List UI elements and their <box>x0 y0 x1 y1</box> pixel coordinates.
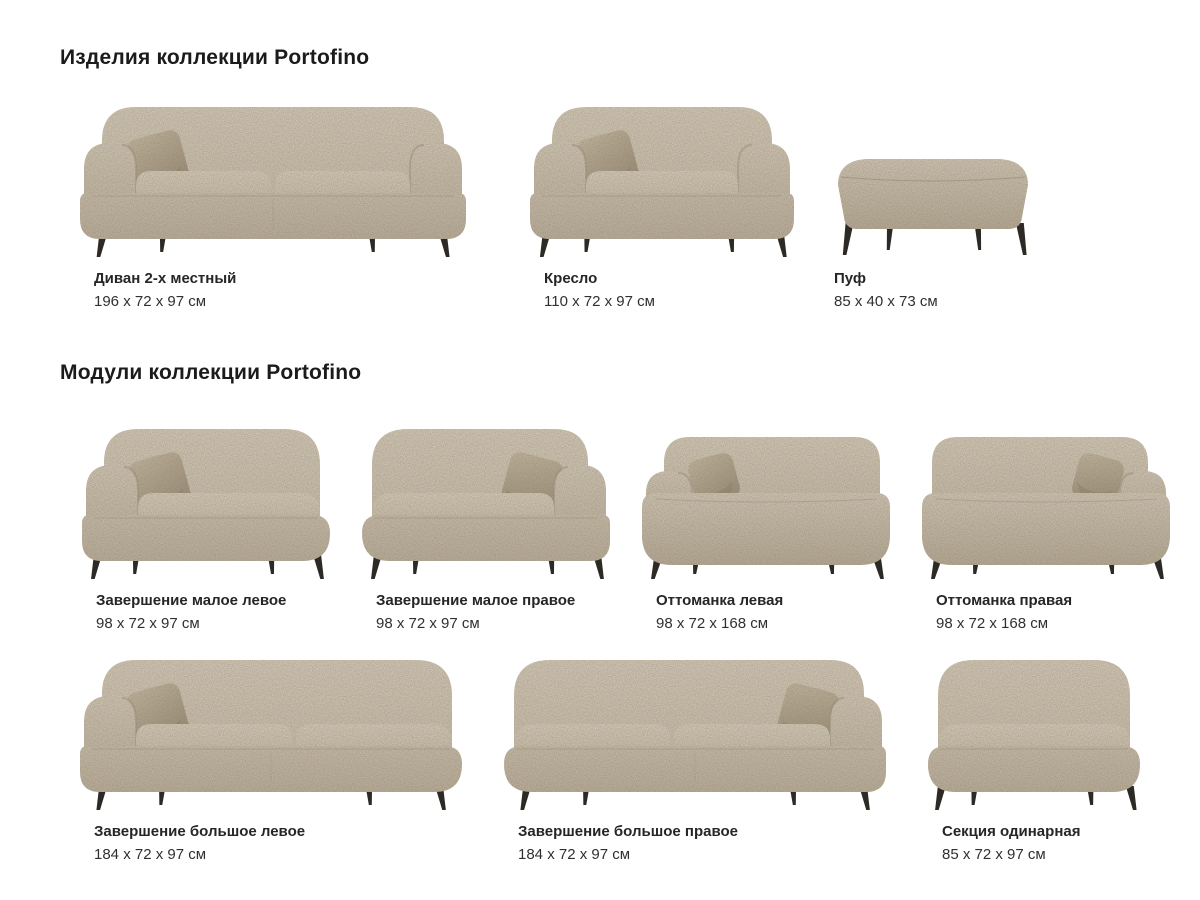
product-caption <box>96 589 332 635</box>
section-products-title: Изделия коллекции Portofino <box>60 46 370 69</box>
furniture-illustration-ottoman-left <box>640 421 892 581</box>
product-dimensions: 98 x 72 x 97 см <box>96 615 200 632</box>
product-card-end-small-right <box>360 421 612 635</box>
furniture-illustration-armchair <box>528 99 796 259</box>
product-caption <box>936 589 1172 635</box>
product-name: Завершение малое левое <box>96 592 287 609</box>
product-name: Завершение малое правое <box>376 592 576 609</box>
product-dimensions: 85 x 40 x 73 см <box>834 293 938 310</box>
furniture-illustration-section-single <box>926 652 1142 812</box>
product-card-sofa-2 <box>78 99 468 313</box>
product-card-end-large-right <box>502 652 888 866</box>
product-caption <box>94 820 464 866</box>
product-caption <box>518 820 888 866</box>
product-card-pouf <box>818 99 1048 313</box>
product-name: Завершение большое правое <box>518 823 738 840</box>
product-card-end-large-left <box>78 652 464 866</box>
product-dimensions: 98 x 72 x 97 см <box>376 615 480 632</box>
product-dimensions: 85 x 72 x 97 см <box>942 846 1046 863</box>
product-name: Кресло <box>544 270 598 287</box>
section-products <box>0 46 1200 313</box>
product-caption <box>656 589 892 635</box>
furniture-illustration-ottoman-right <box>920 421 1172 581</box>
product-name: Диван 2-х местный <box>94 270 237 287</box>
product-name: Пуф <box>834 270 867 287</box>
product-name: Оттоманка правая <box>936 592 1073 609</box>
product-caption <box>942 820 1142 866</box>
furniture-illustration-end-small-right <box>360 421 612 581</box>
modules-row-1 <box>80 421 1200 635</box>
product-caption <box>94 267 468 313</box>
furniture-illustration-end-large-right <box>502 652 888 812</box>
furniture-illustration-pouf <box>818 99 1048 259</box>
product-name: Завершение большое левое <box>94 823 306 840</box>
product-dimensions: 98 x 72 x 168 см <box>936 615 1049 632</box>
catalog-page <box>0 46 1200 866</box>
section-modules <box>0 361 1200 866</box>
product-dimensions: 98 x 72 x 168 см <box>656 615 769 632</box>
product-caption <box>544 267 796 313</box>
products-row <box>78 99 1200 313</box>
furniture-illustration-end-large-left <box>78 652 464 812</box>
product-card-end-small-left <box>80 421 332 635</box>
product-card-ottoman-left <box>640 421 892 635</box>
product-caption <box>834 267 1048 313</box>
product-dimensions: 196 x 72 x 97 см <box>94 293 207 310</box>
product-dimensions: 110 x 72 x 97 см <box>544 293 655 310</box>
product-caption <box>376 589 612 635</box>
section-modules-title: Модули коллекции Portofino <box>60 361 362 384</box>
product-name: Секция одинарная <box>942 823 1081 840</box>
furniture-illustration-sofa-2 <box>78 99 468 259</box>
product-card-armchair <box>528 99 796 313</box>
product-dimensions: 184 x 72 x 97 см <box>518 846 631 863</box>
product-card-section-single <box>926 652 1142 866</box>
furniture-illustration-end-small-left <box>80 421 332 581</box>
product-dimensions: 184 x 72 x 97 см <box>94 846 207 863</box>
modules-row-2 <box>78 652 1200 866</box>
product-card-ottoman-right <box>920 421 1172 635</box>
product-name: Оттоманка левая <box>656 592 784 609</box>
